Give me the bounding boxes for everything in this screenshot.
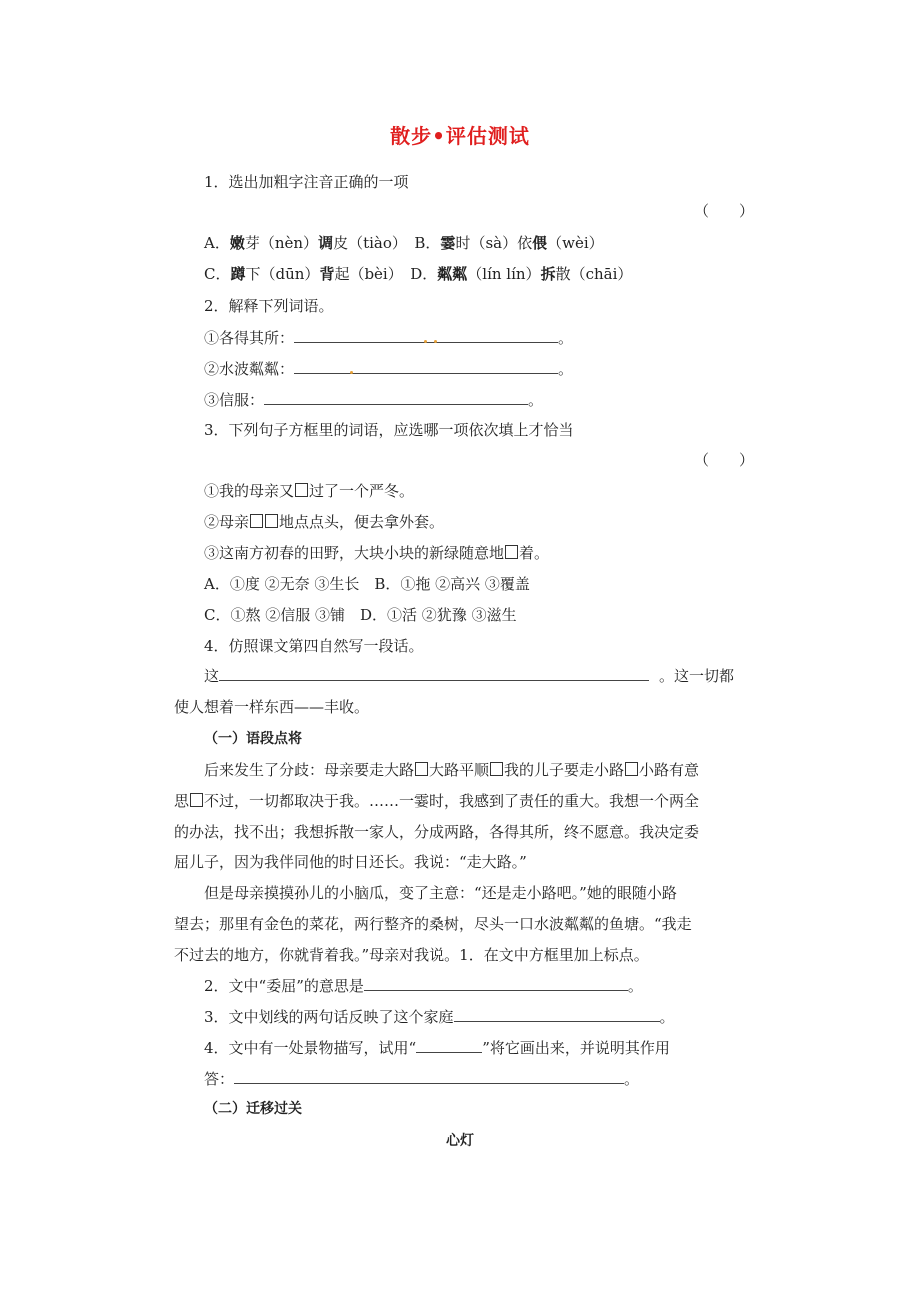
sec1-q3-blank[interactable] [454, 1006, 660, 1022]
q4-line-2: 使人想着一样东西——丰收。 [174, 698, 370, 716]
sec1-q4-blank[interactable] [416, 1037, 482, 1053]
q2-blank-1[interactable] [294, 327, 558, 343]
sec1-q3: 3．文中划线的两句话反映了这个家庭 。 [204, 1008, 675, 1026]
punct-box[interactable] [190, 793, 203, 807]
q1-stem: 1．选出加粗字注音正确的一项 [204, 173, 409, 191]
fill-box[interactable] [295, 483, 308, 497]
q3-stem: 3．下列句子方框里的词语，应选哪一项依次填上才恰当 [204, 421, 574, 439]
q1-answer-paren: （ ） [694, 202, 755, 220]
q3-answer-paren: （ ） [694, 451, 755, 469]
q4-blank[interactable] [219, 665, 649, 681]
q1-option-c-d: C．蹲下（dūn）背起（bèi） D．粼粼（lín lín）拆散（chāi） [204, 265, 633, 283]
punct-box[interactable] [490, 762, 503, 776]
punct-box[interactable] [415, 762, 428, 776]
section-2-heading: （二）迁移过关 [204, 1101, 302, 1117]
q2-item-1: ①各得其所： 。 [204, 329, 574, 347]
q2-blank-2[interactable] [294, 358, 558, 374]
q1-option-a-b: A．嫩芽（nèn）调皮（tiào） B．霎时（sà）依偎（wèi） [204, 234, 604, 252]
passage-line: 不过去的地方，你就背着我。”母亲对我说。1．在文中方框里加上标点。 [174, 946, 649, 964]
q3-options-a-b: A．①度 ②无奈 ③生长 B．①拖 ②高兴 ③覆盖 [204, 575, 530, 593]
q3-sentence-2: ②母亲 地点点头，便去拿外套。 [204, 513, 445, 531]
q2-blank-3[interactable] [264, 389, 528, 405]
page-title: 散步•评估测试 [390, 124, 530, 148]
fill-box[interactable] [250, 514, 263, 528]
passage-line: 屈儿子，因为我伴同他的时日还长。我说：“走大路。” [174, 853, 527, 871]
q2-item-3: ③信服： 。 [204, 391, 544, 409]
q2-stem: 2．解释下列词语。 [204, 297, 334, 315]
q4-stem: 4．仿照课文第四自然写一段话。 [204, 637, 424, 655]
q3-sentence-3: ③这南方初春的田野，大块小块的新绿随意地 着。 [204, 544, 550, 562]
passage-line: 望去；那里有金色的菜花，两行整齐的桑树，尽头一口水波粼粼的鱼塘。“我走 [174, 915, 692, 933]
fill-box[interactable] [265, 514, 278, 528]
q3-options-c-d: C．①熬 ②信服 ③铺 D．①活 ②犹豫 ③滋生 [204, 606, 517, 624]
passage-title: 心灯 [446, 1133, 474, 1149]
passage-line: 后来发生了分歧：母亲要走大路 大路平顺 我的儿子要走小路 小路有意 [204, 761, 700, 779]
q2-item-2: ②水波粼粼： 。 [204, 360, 574, 378]
q3-sentence-1: ①我的母亲又 过了一个严冬。 [204, 482, 415, 500]
passage-line: 的办法，找不出；我想拆散一家人，分成两路，各得其所，终不愿意。我决定委 [174, 823, 700, 841]
passage-line: 思 不过，一切都取决于我。……一霎时，我感到了责任的重大。我想一个两全 [174, 792, 700, 810]
punct-box[interactable] [625, 762, 638, 776]
sec1-answer-blank[interactable] [234, 1068, 624, 1084]
fill-box[interactable] [505, 545, 518, 559]
passage-line: 但是母亲摸摸孙儿的小脑瓜，变了主意：“还是走小路吧。”她的眼随小路 [204, 884, 677, 902]
sec1-answer-line: 答： 。 [204, 1070, 640, 1088]
sec1-q4: 4．文中有一处景物描写，试用“ ”将它画出来，并说明其作用 [204, 1039, 670, 1057]
sec1-q2: 2．文中“委屈”的意思是 。 [204, 977, 643, 995]
section-1-heading: （一）语段点将 [204, 731, 302, 747]
sec1-q2-blank[interactable] [364, 975, 628, 991]
q4-writing-line: 这 。这一切都 [204, 667, 735, 685]
